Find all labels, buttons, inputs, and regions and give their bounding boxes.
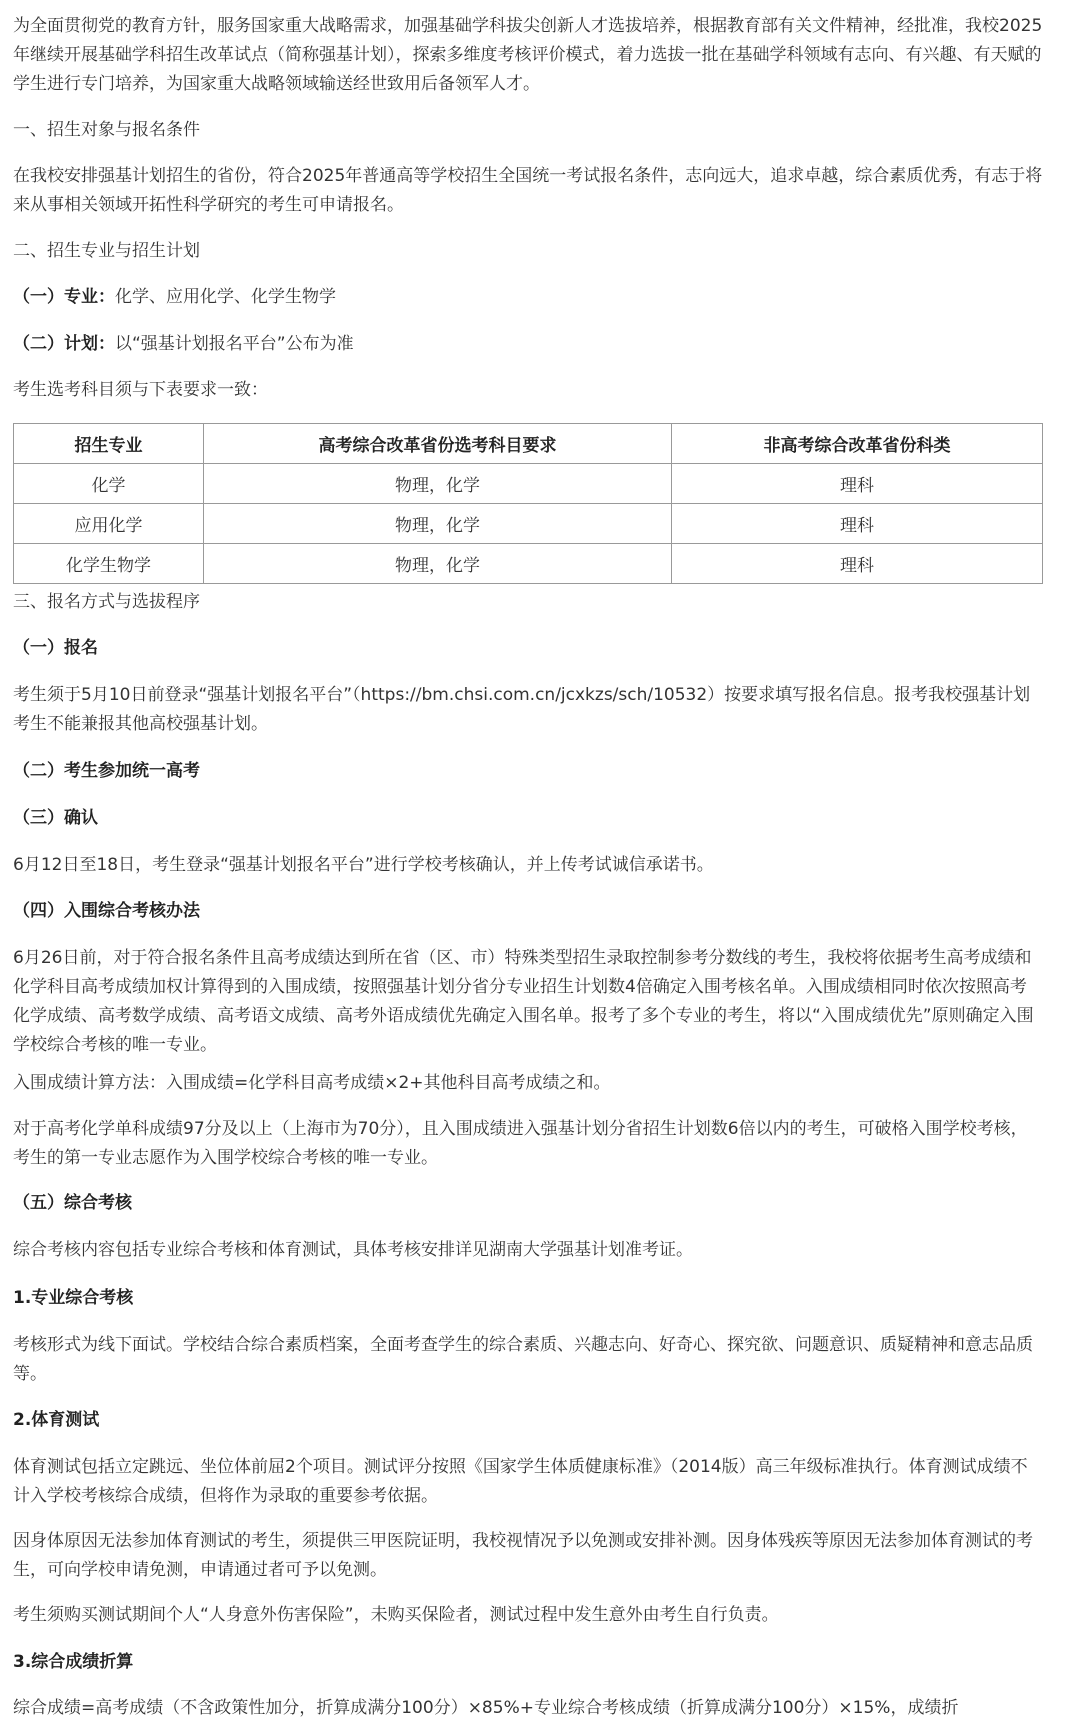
table-row xyxy=(14,504,1043,544)
sub-heading-assessment: （五）综合考核 xyxy=(13,1193,132,1213)
plan-value: 以“强基计划报名平台”公布为准 xyxy=(115,334,354,354)
table-row xyxy=(14,544,1043,584)
table-cell: 理科 xyxy=(672,504,1043,544)
registration-body: 考生须于5月10日前登录“强基计划报名平台”（https://bm.chsi.com.cn/jcxkzs/sch/10532）按要求填写报名信息。报考我校强基计划考生不能兼报其他高校强基计划。 xyxy=(13,685,1031,734)
table-cell: 物理，化学 xyxy=(204,464,672,504)
intro-paragraph: 为全面贯彻党的教育方针，服务国家重大战略需求，加强基础学科拔尖创新人才选拔培养，根据教育部有关文件精神，经批准，我校2025年继续开展基础学科招生改革试点（简称强基计划），探索多维度考核评价模式，着力选拔一批在基础学科领域有志向、有兴趣、有天赋的学生进行专门培养，为国家重大战略领域输送经世致用后备领军人才。 xyxy=(13,16,1043,94)
major-line xyxy=(13,283,1043,312)
sub-heading-exam: （二）考生参加统一高考 xyxy=(13,761,200,781)
item-3-heading: 3.综合成绩折算 xyxy=(13,1652,134,1672)
sub-heading-confirm: （三）确认 xyxy=(13,808,98,828)
table-cell: 物理，化学 xyxy=(204,544,672,584)
sub-heading-registration: （一）报名 xyxy=(13,638,98,658)
item-2-body-2: 因身体原因无法参加体育测试的考生，须提供三甲医院证明，我校视情况予以免测或安排补测。因身体残疾等原因无法参加体育测试的考生，可向学校申请免测，申请通过者可予以免测。 xyxy=(13,1531,1033,1580)
section-1-body: 在我校安排强基计划招生的省份，符合2025年普通高等学校招生全国统一考试报名条件，志向远大，追求卓越，综合素质优秀，有志于将来从事相关领域开拓性科学研究的考生可申请报名。 xyxy=(13,166,1043,215)
table-cell: 化学 xyxy=(14,464,204,504)
table-intro: 考生选考科目须与下表要求一致： xyxy=(13,380,268,400)
table-header-cell: 高考综合改革省份选考科目要求 xyxy=(204,424,672,464)
section-1-title: 一、招生对象与报名条件 xyxy=(13,120,200,140)
table-header-row xyxy=(14,424,1043,464)
shortlist-body-3: 对于高考化学单科成绩97分及以上（上海市为70分），且入围成绩进入强基计划分省招生计划数6倍以内的考生，可破格入围学校考核，考生的第一专业志愿作为入围学校综合考核的唯一专业。 xyxy=(13,1119,1028,1168)
plan-line xyxy=(13,330,1043,359)
item-2-body-3: 考生须购买测试期间个人“人身意外伤害保险”，未购买保险者，测试过程中发生意外由考生自行负责。 xyxy=(13,1605,779,1625)
table-cell: 应用化学 xyxy=(14,504,204,544)
table-cell: 理科 xyxy=(672,464,1043,504)
plan-label: （二）计划： xyxy=(13,334,115,354)
confirm-body: 6月12日至18日，考生登录“强基计划报名平台”进行学校考核确认，并上传考试诚信承诺书。 xyxy=(13,855,714,875)
item-2-heading: 2.体育测试 xyxy=(13,1410,100,1430)
section-3-title: 三、报名方式与选拔程序 xyxy=(13,592,200,612)
assessment-body: 综合考核内容包括专业综合考核和体育测试，具体考核安排详见湖南大学强基计划准考证。 xyxy=(13,1240,693,1260)
table-cell: 化学生物学 xyxy=(14,544,204,584)
item-1-heading: 1.专业综合考核 xyxy=(13,1288,134,1308)
major-value: 化学、应用化学、化学生物学 xyxy=(115,287,336,307)
item-1-body: 考核形式为线下面试。学校结合综合素质档案，全面考查学生的综合素质、兴趣志向、好奇心、探究欲、问题意识、质疑精神和意志品质等。 xyxy=(13,1335,1033,1384)
subject-requirement-table xyxy=(13,423,1043,584)
table-row xyxy=(14,464,1043,504)
table-header-cell: 招生专业 xyxy=(14,424,204,464)
sub-heading-shortlist: （四）入围综合考核办法 xyxy=(13,901,200,921)
section-2-title: 二、招生专业与招生计划 xyxy=(13,241,200,261)
table-cell: 物理，化学 xyxy=(204,504,672,544)
major-label: （一）专业： xyxy=(13,287,115,307)
table-header-cell: 非高考综合改革省份科类 xyxy=(672,424,1043,464)
shortlist-body-1: 6月26日前，对于符合报名条件且高考成绩达到所在省（区、市）特殊类型招生录取控制参考分数线的考生，我校将依据考生高考成绩和化学科目高考成绩加权计算得到的入围成绩，按照强基计划分省分专业招生计划数4倍确定入围考核名单。入围成绩相同时依次按照高考化学成绩、高考数学成绩、高考语文成绩、高考外语成绩优先确定入围名单。报考了多个专业的考生，将以“入围成绩优先”原则确定入围学校综合考核的唯一专业。 xyxy=(13,948,1034,1055)
item-2-body-1: 体育测试包括立定跳远、坐位体前屈2个项目。测试评分按照《国家学生体质健康标准》（2014版）高三年级标准执行。体育测试成绩不计入学校考核综合成绩，但将作为录取的重要参考依据。 xyxy=(13,1457,1028,1506)
shortlist-body-2: 入围成绩计算方法：入围成绩=化学科目高考成绩×2+其他科目高考成绩之和。 xyxy=(13,1073,611,1093)
table-cell: 理科 xyxy=(672,544,1043,584)
item-3-body: 综合成绩=高考成绩（不含政策性加分，折算成满分100分）×85%+专业综合考核成绩（折算成满分100分）×15%，成绩折 xyxy=(13,1698,959,1718)
